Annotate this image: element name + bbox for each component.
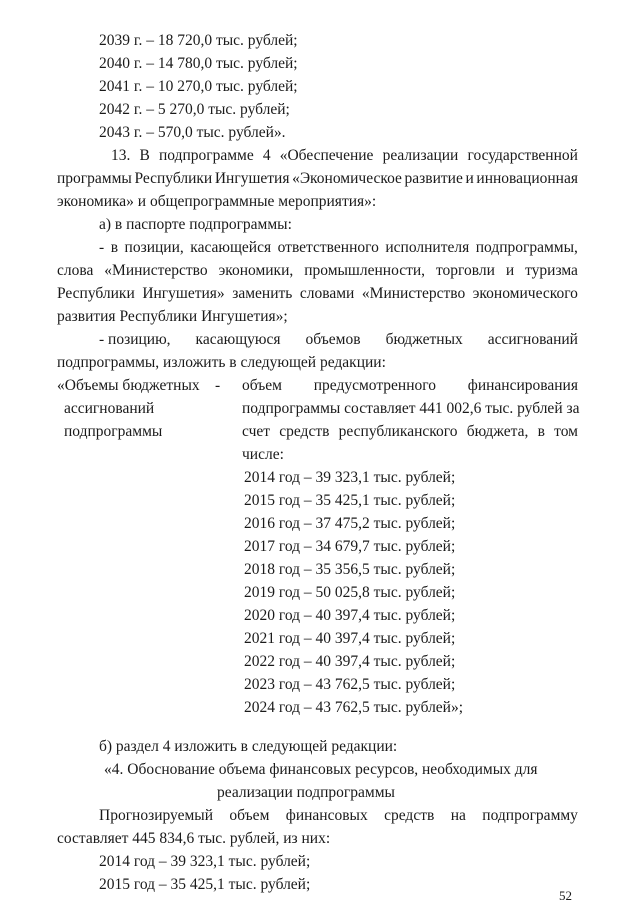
year-line: 2042 г. – 5 270,0 тыс. рублей; xyxy=(99,101,290,118)
section-b: б) раздел 4 изложить в следующей редакции: xyxy=(99,738,398,755)
item13-line1: 13. В подпрограмме 4 «Обеспечение реализации государственной xyxy=(111,147,578,164)
table-right-line3: счет средств республиканского бюджета, в том xyxy=(242,423,578,440)
table-year-line: 2020 год – 40 397,4 тыс. рублей; xyxy=(244,607,456,624)
table-year-line: 2022 год – 40 397,4 тыс. рублей; xyxy=(244,653,456,670)
bullet1-line2: слова «Министерство экономики, промышленности, торговли и туризма xyxy=(57,262,578,279)
table-year-line: 2018 год – 35 356,5 тыс. рублей; xyxy=(244,561,456,578)
bullet1-line1: - в позиции, касающейся ответственного исполнителя подпрограммы, xyxy=(99,239,578,256)
table-year-line: 2021 год – 40 397,4 тыс. рублей; xyxy=(244,630,456,647)
table-right-line1: объем предусмотренного финансирования xyxy=(242,377,578,394)
forecast-line2: составляет 445 834,6 тыс. рублей, из них: xyxy=(57,830,331,847)
table-right-line2: подпрограммы составляет 441 002,6 тыс. рублей за xyxy=(242,400,580,417)
item13-line2: программы Республики Ингушетия «Экономическое развитие и инновационная xyxy=(57,170,578,187)
heading4-line2: реализации подпрограммы xyxy=(217,784,395,801)
item13-line3: экономика» и общепрограммные мероприятия»: xyxy=(57,193,377,210)
table-year-line: 2016 год – 37 475,2 тыс. рублей; xyxy=(244,515,456,532)
table-left-line3: подпрограммы xyxy=(64,423,163,440)
table-left-line1: «Объемы бюджетных xyxy=(57,377,200,394)
bullet1-line4: развития Республики Ингушетия»; xyxy=(57,308,288,325)
table-left-dash: - xyxy=(215,377,221,394)
year-line: 2039 г. – 18 720,0 тыс. рублей; xyxy=(99,32,298,49)
bullet2-line2: подпрограммы, изложить в следующей редакции: xyxy=(57,354,386,371)
heading4-line1: «4. Обоснование объема финансовых ресурсов, необходимых для xyxy=(104,761,538,778)
table-right-line4: числе: xyxy=(242,446,284,463)
page-number: 52 xyxy=(559,888,572,903)
year-line: 2015 год – 35 425,1 тыс. рублей; xyxy=(99,876,311,893)
bullet1-line3: Республики Ингушетия» заменить словами «Министерство экономического xyxy=(57,285,578,302)
year-line: 2040 г. – 14 780,0 тыс. рублей; xyxy=(99,55,298,72)
table-year-line: 2019 год – 50 025,8 тыс. рублей; xyxy=(244,584,456,601)
year-line: 2041 г. – 10 270,0 тыс. рублей; xyxy=(99,78,298,95)
year-line: 2043 г. – 570,0 тыс. рублей». xyxy=(99,124,286,141)
table-year-line: 2023 год – 43 762,5 тыс. рублей; xyxy=(244,676,456,693)
table-year-line: 2014 год – 39 323,1 тыс. рублей; xyxy=(244,469,456,486)
table-year-line: 2015 год – 35 425,1 тыс. рублей; xyxy=(244,492,456,509)
passport-intro: а) в паспорте подпрограммы: xyxy=(99,216,292,233)
table-year-line: 2017 год – 34 679,7 тыс. рублей; xyxy=(244,538,456,555)
forecast-line1: Прогнозируемый объем финансовых средств на подпрограмму xyxy=(99,807,578,824)
year-line: 2014 год – 39 323,1 тыс. рублей; xyxy=(99,853,311,870)
table-year-line: 2024 год – 43 762,5 тыс. рублей»; xyxy=(244,699,464,716)
bullet2-line1: - позицию, касающуюся объемов бюджетных ассигнований xyxy=(99,331,578,348)
table-left-line2: ассигнований xyxy=(64,400,155,417)
